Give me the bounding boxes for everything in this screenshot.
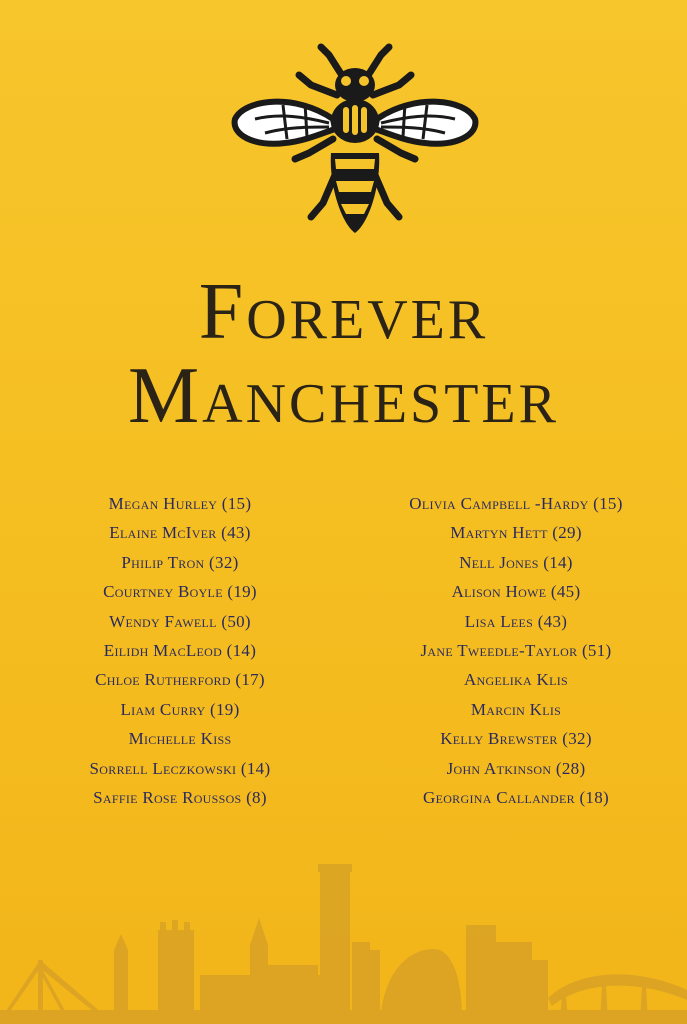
- name-entry: Megan Hurley (15): [108, 494, 252, 513]
- name-entry: Nell Jones (14): [459, 552, 573, 572]
- title-manchester: Manchester: [128, 352, 559, 440]
- name-entry: Courtney Boyle (19): [103, 582, 257, 602]
- name-entry: Chloe Rutherford (17): [95, 670, 265, 690]
- name-entry: Sorrell Leczkowski (14): [89, 758, 271, 778]
- name-entry: Martyn Hett (29): [450, 523, 582, 543]
- name-entry: Liam Curry (19): [120, 699, 240, 719]
- name-entry: Angelika Klis: [463, 670, 569, 690]
- name-entry: Jane Tweedle-Taylor (51): [420, 640, 612, 660]
- name-entry: Kelly Brewster (32): [440, 729, 592, 749]
- manchester-skyline-silhouette: [0, 850, 687, 1024]
- names-list-left: [50, 489, 310, 812]
- name-entry: Marcin Klis: [470, 699, 562, 719]
- name-entry: Olivia Campbell -Hardy (15): [409, 494, 623, 513]
- names-list-right: [366, 489, 666, 812]
- name-entry: Georgina Callander (18): [423, 787, 609, 807]
- name-entry: Wendy Fawell (50): [109, 611, 251, 631]
- name-entry: Saffie Rose Roussos (8): [93, 787, 267, 807]
- name-entry: Eilidh MacLeod (14): [103, 640, 257, 660]
- name-entry: John Atkinson (28): [446, 758, 586, 778]
- name-entry: Elaine McIver (43): [109, 523, 251, 543]
- name-entry: Alison Howe (45): [451, 582, 581, 602]
- name-entry: Lisa Lees (43): [464, 611, 568, 631]
- worker-bee-icon: [225, 35, 485, 245]
- name-entry: Philip Tron (32): [121, 552, 239, 572]
- title-forever: Forever: [198, 268, 489, 356]
- name-entry: Michelle Kiss: [128, 729, 232, 749]
